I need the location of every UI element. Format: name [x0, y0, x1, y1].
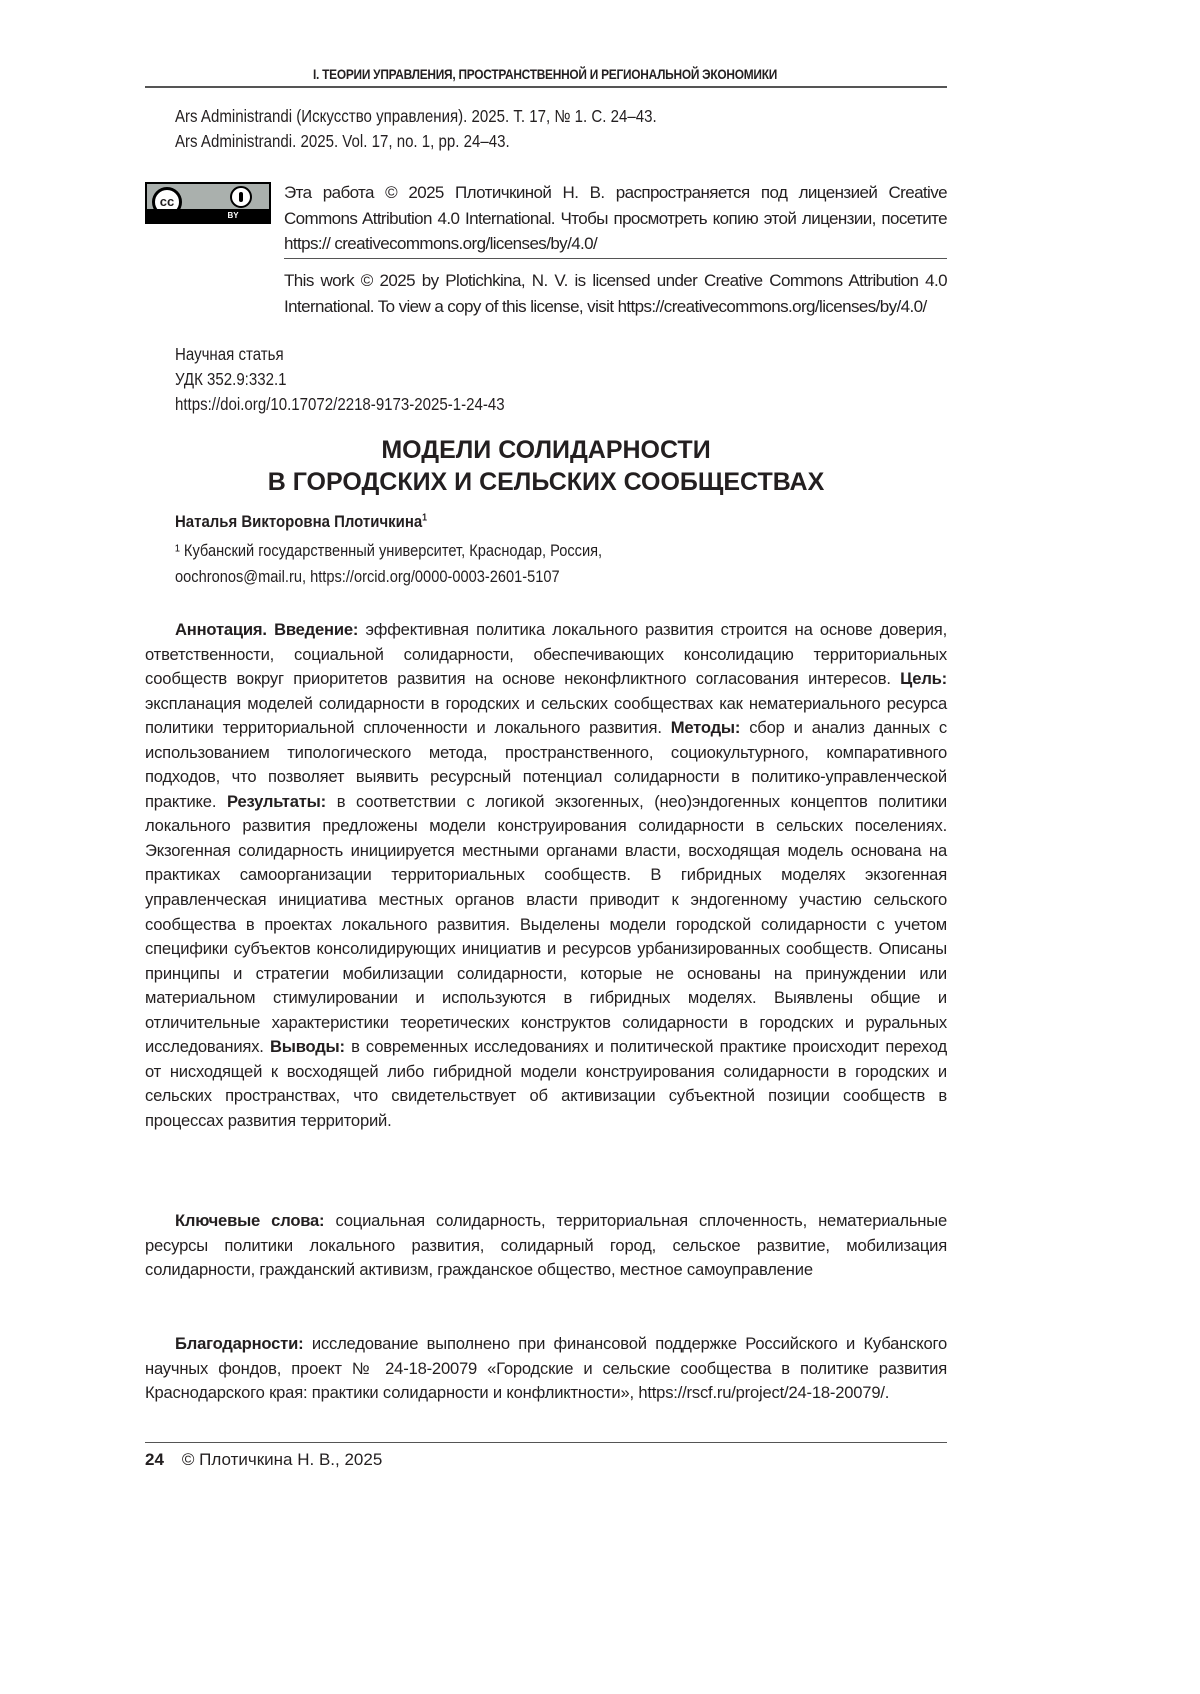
abstract-methods: сбор и анализ данных с использованием типологического метода, пространственного, социокультурного, компаративного подходов, что позволяет выявить ресурсный потенциал солидарности в политико-управленческой практике. — [145, 718, 947, 811]
article-title — [145, 434, 947, 498]
citation-en: Ars Administrandi. 2025. Vol. 17, no. 1, pp. 24–43. — [175, 129, 657, 154]
abstract-results: в соответствии с логикой экзогенных, (нео)эндогенных концептов политики локального развития предложены модели конструирования солидарности в сельских поселениях. Экзогенная солидарность инициируется местными органами власти, восходящая модель основана на практиках самоорганизации территориальных сообществ. В гибридных моделях экзогенная управленческая инициатива местных органов власти приводит к эндогенному участию сельского сообщества в проектах локального развития. Выделены модели городской солидарности с учетом специфики субъектов консолидирующих инициатив и ресурсов урбанизированных сообществ. Описаны принципы и стратегии мобилизации солидарности, которые не основаны на принуждении или материальном стимулировании и используются в гибридных моделях. Выявлены общие и отличительные характеристики теоретических конструктов солидарности в городских и руральных исследованиях. — [145, 792, 947, 1056]
keywords-text: социальная солидарность, территориальная сплоченность, нематериальные ресурсы политики локального развития, солидарный город, сельское развитие, мобилизация солидарности, гражданский активизм, гражданское общество, местное самоуправление — [145, 1211, 947, 1279]
footer-divider — [145, 1442, 947, 1443]
author-name — [175, 512, 427, 532]
abstract-goal: экспланация моделей солидарности в городских и сельских сообществах как нематериального ресурса политики территориальной сплоченности и локального развития. — [145, 694, 947, 738]
article-meta — [175, 342, 505, 417]
results-label: Результаты: — [227, 792, 326, 811]
doi-link[interactable]: https://doi.org/10.17072/2218-9173-2025-1-24-43 — [175, 392, 505, 417]
title-line-2: В ГОРОДСКИХ И СЕЛЬСКИХ СООБЩЕСТВАХ — [145, 466, 947, 498]
article-type: Научная статья — [175, 342, 505, 367]
citation — [175, 104, 657, 154]
running-header: I. ТЕОРИИ УПРАВЛЕНИЯ, ПРОСТРАНСТВЕННОЙ И РЕГИОНАЛЬНОЙ ЭКОНОМИКИ — [205, 66, 885, 82]
abstract-conclusions: в современных исследованиях и политической практике происходит переход от нисходящей к восходящей либо гибридной модели конструирования солидарности в городских и сельских пространствах, что свидетельствует об активизации субъектной позиции сообществ в процессах развития территорий. — [145, 1037, 947, 1130]
license-text-ru — [284, 180, 947, 257]
keywords-label: Ключевые слова: — [175, 1211, 324, 1230]
author-affiliation — [175, 538, 602, 590]
citation-ru: Ars Administrandi (Искусство управления). 2025. Т. 17, № 1. С. 24–43. — [175, 104, 657, 129]
acknowledgments — [145, 1332, 947, 1406]
cc-icon: cc — [152, 187, 182, 217]
abstract — [145, 618, 947, 1133]
goal-label: Цель: — [900, 669, 947, 688]
abstract-label: Аннотация. Введение: — [175, 620, 358, 639]
author-sup: 1 — [422, 512, 427, 523]
udc: УДК 352.9:332.1 — [175, 367, 505, 392]
license-ru-text: Эта работа © 2025 Плотичкиной Н. В. распространяется под лицензией Creative Commons Attribution 4.0 International. Чтобы просмотреть копию этой лицензии, посетите https:// creativecommons.org/licenses/by/4.0/ — [284, 180, 947, 257]
author-contacts[interactable]: oochronos@mail.ru, https://orcid.org/0000-0003-2601-5107 — [175, 564, 602, 590]
license-text-en: This work © 2025 by Plotichkina, N. V. is licensed under Creative Commons Attribution 4.0 International. To view a copy of this license, visit https://creativecommons.org/licenses/by/4.0/ — [284, 268, 947, 319]
header-divider — [145, 86, 947, 88]
conclusions-label: Выводы: — [270, 1037, 345, 1056]
acknowledgments-label: Благодарности: — [175, 1334, 303, 1353]
keywords — [145, 1209, 947, 1283]
license-divider — [284, 258, 947, 259]
cc-by-license-badge — [145, 182, 271, 224]
author-name-text: Наталья Викторовна Плотичкина — [175, 512, 422, 531]
by-label: BY — [147, 209, 269, 222]
footer-copyright: © Плотичкина Н. В., 2025 — [182, 1450, 382, 1469]
title-line-1: МОДЕЛИ СОЛИДАРНОСТИ — [145, 434, 947, 466]
methods-label: Методы: — [671, 718, 741, 737]
attribution-person-icon — [230, 186, 252, 208]
affiliation-text: ¹ Кубанский государственный университет, Краснодар, Россия, — [175, 538, 602, 564]
acknowledgments-text: исследование выполнено при финансовой поддержке Российского и Кубанского научных фондов, проект № 24-18-20079 «Городские и сельские сообщества в политике развития Краснодарского края: практики солидарности и конфликтности», https://rscf.ru/project/24-18-20079/. — [145, 1334, 947, 1402]
page-footer — [145, 1450, 382, 1470]
abstract-intro: эффективная политика локального развития строится на основе доверия, ответственности, социальной солидарности, обеспечивающих консолидацию территориальных сообществ вокруг приоритетов развития на основе неконфликтного согласования интересов. — [145, 620, 947, 688]
page-number: 24 — [145, 1450, 164, 1469]
